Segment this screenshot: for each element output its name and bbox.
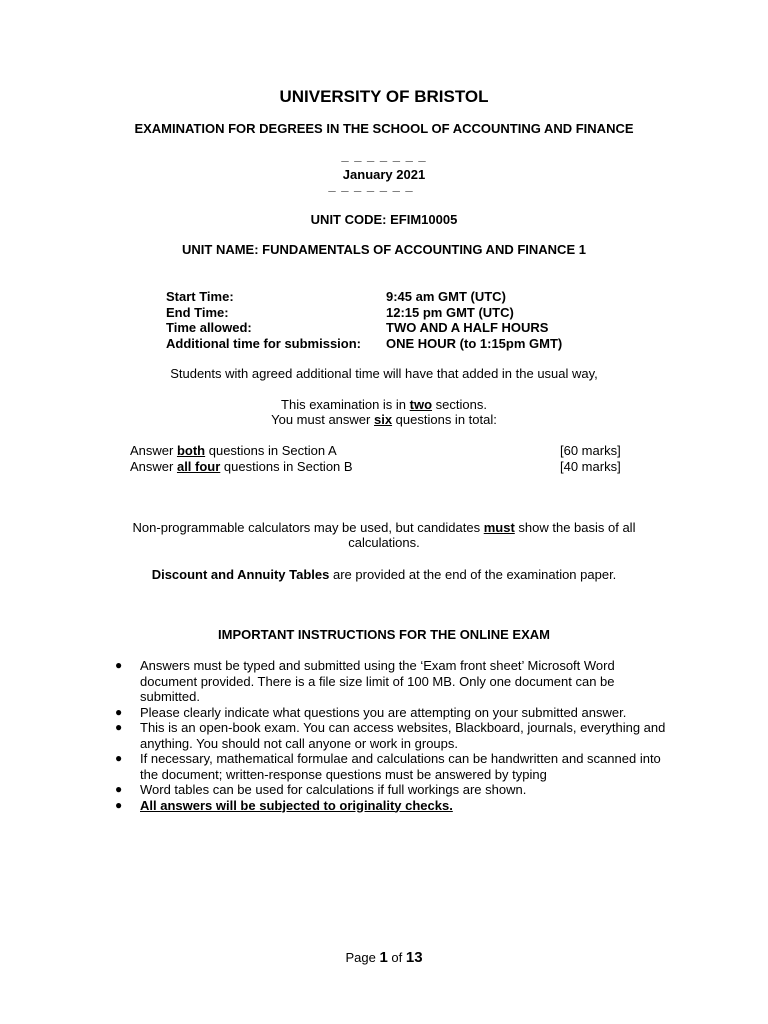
bullet-icon: ●: [115, 797, 123, 812]
list-item: [112, 798, 672, 814]
bullet-icon: ●: [115, 704, 123, 719]
answer-row-emph: both: [176, 443, 206, 458]
answer-row-suffix: questions in Section B: [220, 458, 353, 474]
calculators-note: [0, 520, 768, 536]
list-item: [112, 658, 672, 705]
answer-suffix: questions in total:: [392, 412, 497, 427]
sections-note: [0, 397, 768, 413]
time-value: ONE HOUR (to 1:15pm GMT): [386, 335, 563, 351]
bullet-icon: ●: [115, 782, 123, 796]
times-row: [166, 320, 562, 336]
time-label: Time allowed:: [166, 320, 252, 335]
answer-prefix: You must answer: [271, 412, 374, 427]
calculators-emph: must: [483, 520, 515, 535]
time-label: End Time:: [166, 304, 229, 320]
tables-suffix: are provided at the end of the examination paper.: [329, 567, 617, 582]
additional-time-note: Students with agreed additional time will have that added in the usual way,: [170, 366, 598, 381]
instruction-final: All answers will be subjected to originality checks.: [140, 797, 453, 813]
bullet-icon: ●: [115, 658, 123, 672]
bullet-icon: ●: [115, 720, 123, 734]
bullet-icon: ●: [115, 751, 123, 765]
times-row: [166, 289, 562, 305]
exam-times: [166, 289, 562, 351]
answer-emph: six: [373, 412, 393, 427]
exam-date: January 2021: [342, 167, 426, 182]
unit-name: UNIT NAME: FUNDAMENTALS OF ACCOUNTING AND FINANCE 1: [182, 242, 586, 257]
calculators-note-line2: calculations.: [348, 535, 420, 550]
page-number: 1: [379, 949, 388, 966]
instruction-text: Please clearly indicate what questions you are attempting on your submitted answer.: [140, 704, 627, 720]
page-total: 13: [405, 949, 423, 966]
divider-top: _ _ _ _ _ _ _: [341, 148, 427, 163]
of-label: of: [387, 950, 406, 965]
times-row: [166, 305, 562, 321]
times-row: [166, 336, 562, 352]
instructions-list: [112, 658, 672, 813]
time-label: Additional time for submission:: [166, 335, 362, 351]
tables-note: [0, 567, 768, 583]
answer-row-prefix: Answer: [130, 443, 177, 458]
sections-suffix: sections.: [432, 397, 487, 412]
list-item: [112, 782, 672, 798]
calculators-prefix: Non-programmable calculators may be used, but candidates: [132, 520, 484, 535]
sections-prefix: This examination is in: [281, 397, 410, 412]
university-title: UNIVERSITY OF BRISTOL: [279, 87, 489, 106]
instruction-text: Answers must be typed and submitted using the ‘Exam front sheet’ Microsoft Word document provided. There is a file size limit of 100 MB. Only one document can be submitted.: [140, 658, 615, 704]
answer-row: [130, 443, 630, 459]
answer-row-emph: all four: [176, 458, 221, 474]
unit-code: UNIT CODE: EFIM10005: [310, 212, 458, 227]
exam-title: EXAMINATION FOR DEGREES IN THE SCHOOL OF ACCOUNTING AND FINANCE: [134, 121, 634, 136]
divider-bottom: _ _ _ _ _ _ _: [328, 178, 414, 193]
answer-row-prefix: Answer: [130, 458, 177, 474]
instructions-heading: IMPORTANT INSTRUCTIONS FOR THE ONLINE EXAM: [218, 627, 550, 642]
answer-row-marks: [40 marks]: [560, 458, 621, 474]
list-item: [112, 720, 672, 751]
time-label: Start Time:: [166, 289, 234, 304]
answer-count-note: [0, 412, 768, 428]
tables-emph: Discount and Annuity Tables: [151, 567, 330, 582]
answer-row-suffix: questions in Section A: [205, 443, 337, 458]
answer-row-marks: [60 marks]: [560, 443, 621, 458]
instruction-text: If necessary, mathematical formulae and calculations can be handwritten and scanned into the document; written-response questions must be answered by typing: [140, 751, 661, 782]
calculators-suffix: show the basis of all: [514, 520, 636, 535]
answer-row: [130, 459, 630, 475]
sections-emph: two: [409, 397, 433, 412]
page-label: Page: [345, 950, 380, 965]
time-value: 12:15 pm GMT (UTC): [386, 304, 514, 320]
time-value: TWO AND A HALF HOURS: [386, 320, 549, 335]
page-footer: [0, 949, 768, 966]
list-item: [112, 705, 672, 721]
instruction-text: Word tables can be used for calculations if full workings are shown.: [140, 782, 527, 797]
time-value: 9:45 am GMT (UTC): [386, 289, 506, 304]
instruction-text: This is an open-book exam. You can access websites, Blackboard, journals, everything and anything. You should not call anyone or work in groups.: [140, 720, 666, 751]
list-item: [112, 751, 672, 782]
answer-requirements: [130, 443, 630, 474]
